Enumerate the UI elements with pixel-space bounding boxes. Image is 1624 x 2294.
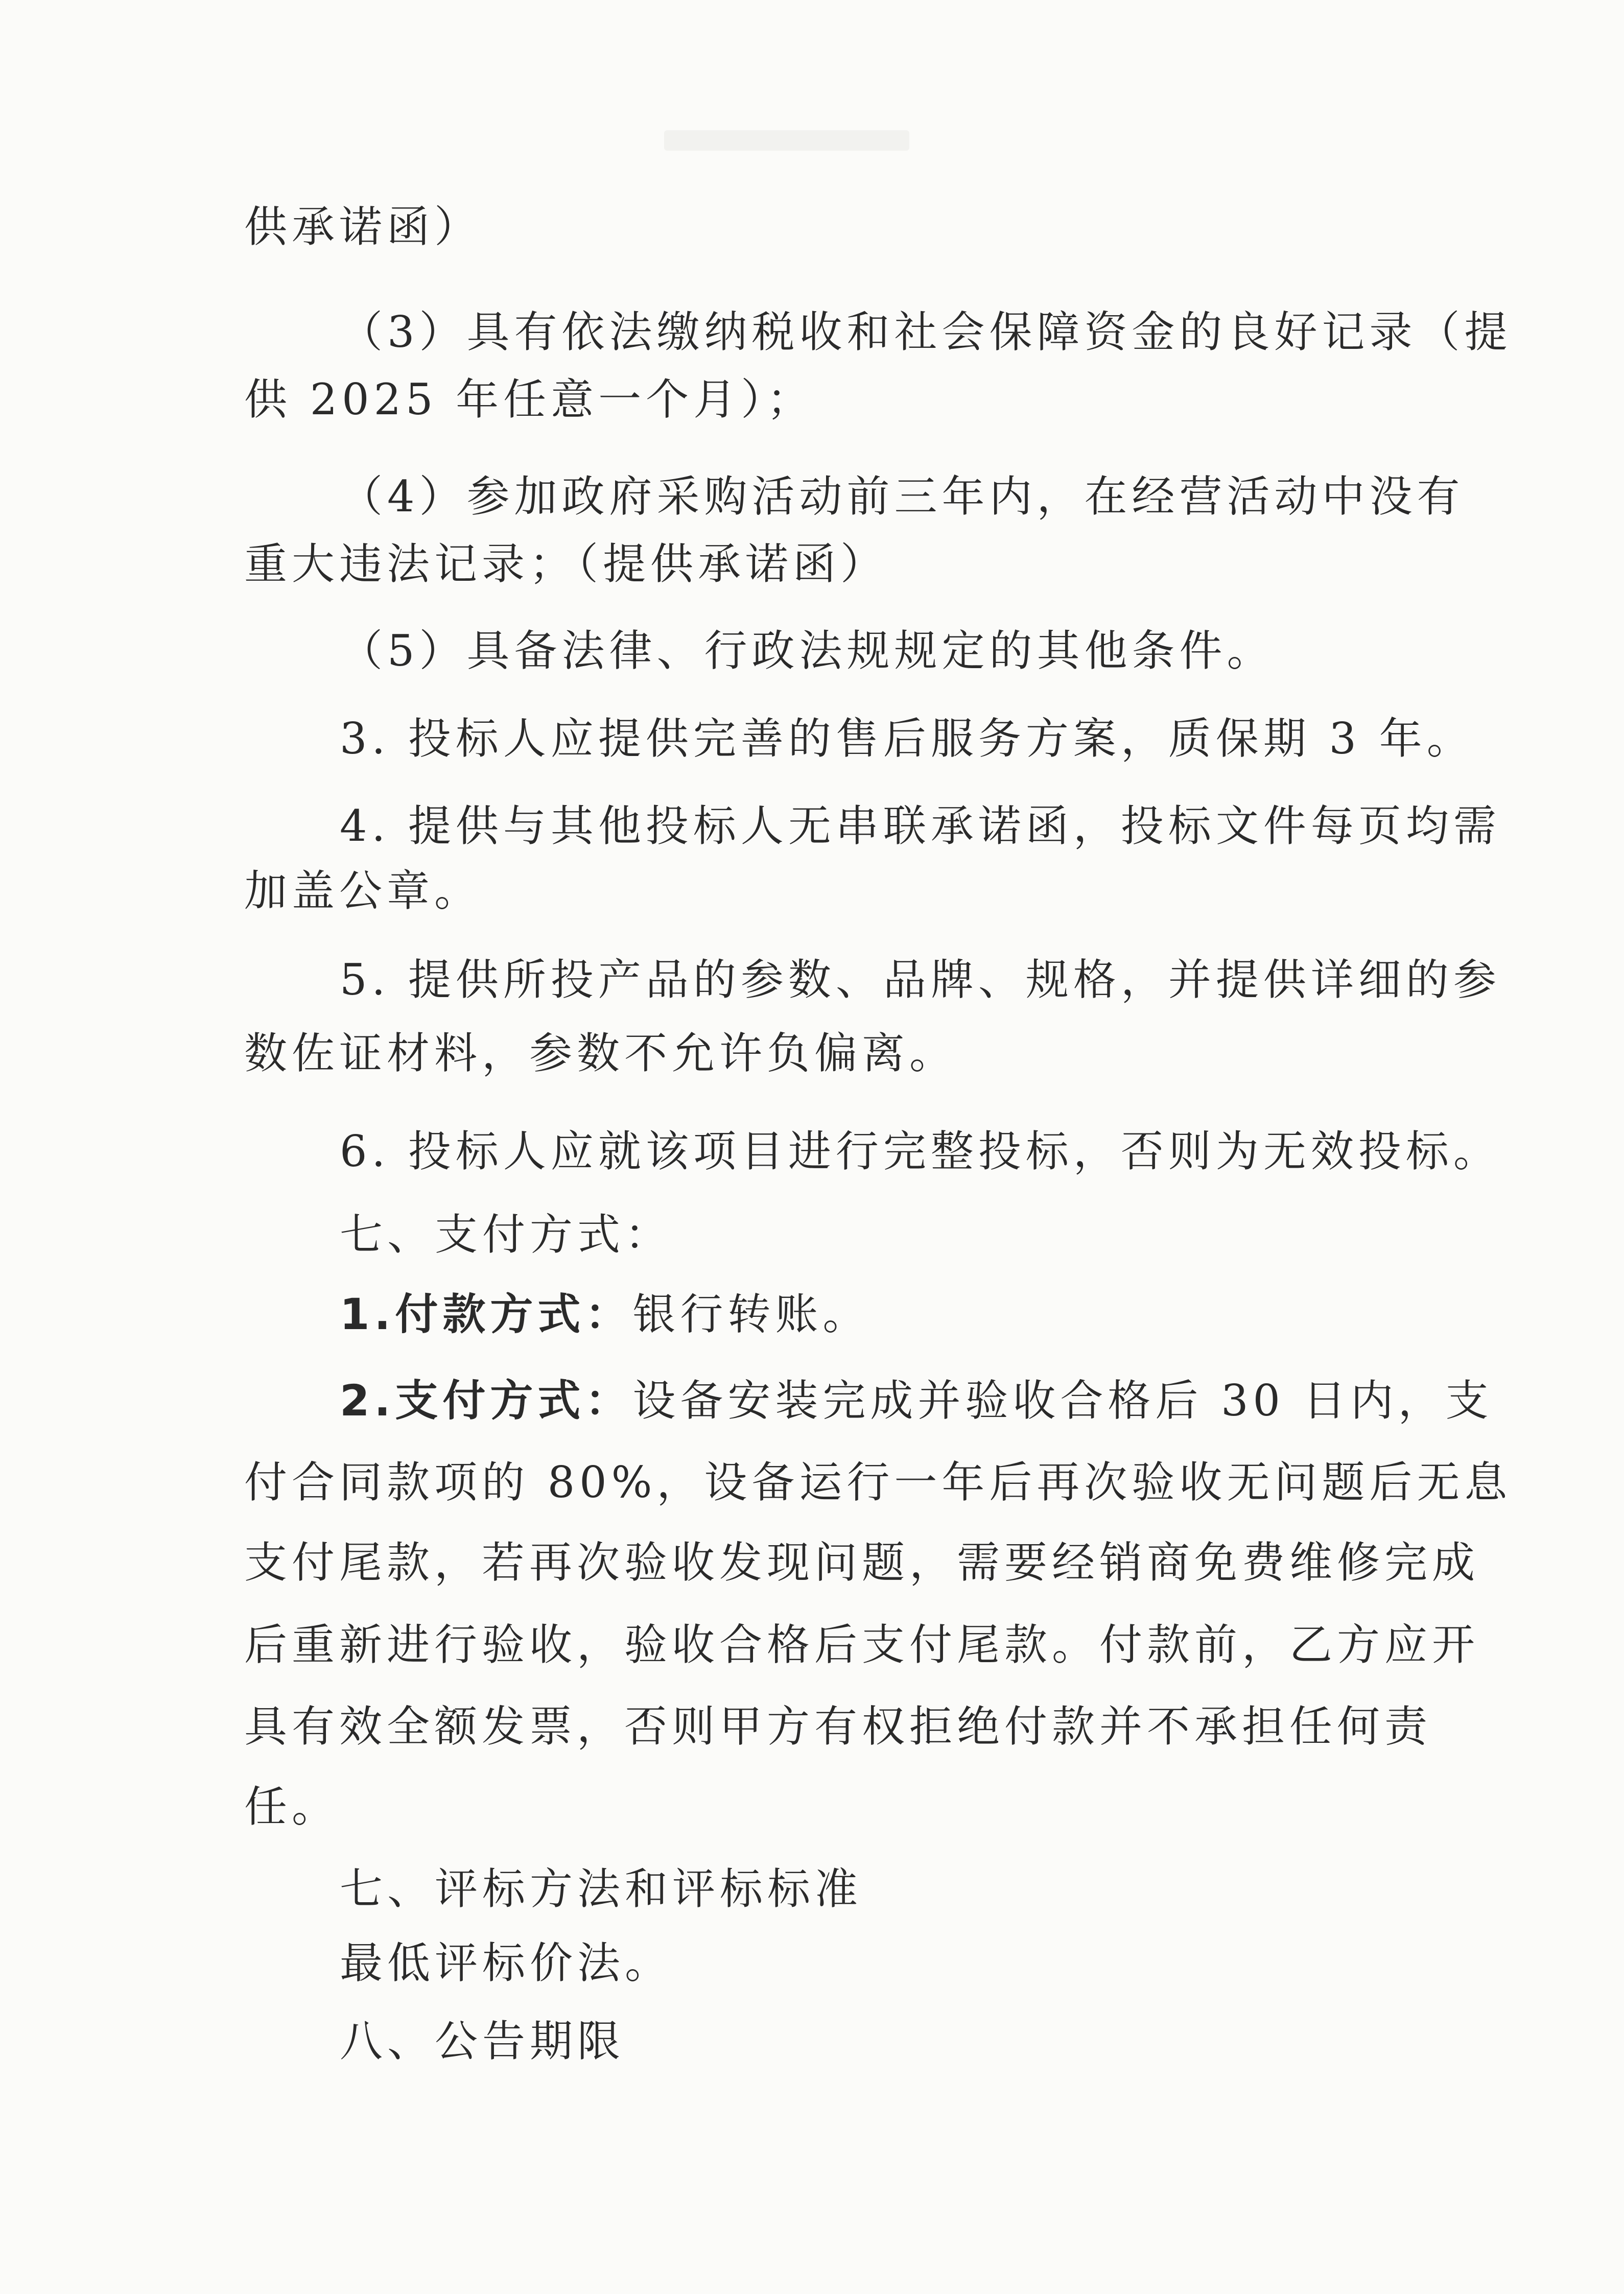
list-number: 2. — [340, 1376, 395, 1426]
payment-method-value: 银行转账。 — [632, 1289, 870, 1339]
bleed-through-artifact — [664, 130, 909, 151]
text-line: （5）具备法律、行政法规规定的其他条件。 — [340, 626, 1275, 676]
text-line: 数佐证材料，参数不允许负偏离。 — [244, 1028, 957, 1078]
text-line: 加盖公章。 — [244, 866, 482, 916]
text-line: 6. 投标人应就该项目进行完整投标，否则为无效投标。 — [340, 1126, 1501, 1176]
section-heading-payment: 七、支付方式： — [340, 1210, 673, 1260]
payment-terms-value: 设备安装完成并验收合格后 30 日内，支 — [632, 1376, 1493, 1426]
text-line: 任。 — [244, 1782, 340, 1832]
section-heading-notice-period: 八、公告期限 — [340, 2016, 625, 2066]
text-line: （4）参加政府采购活动前三年内，在经营活动中没有 — [340, 471, 1465, 522]
text-line: 最低评标价法。 — [340, 1938, 673, 1988]
text-line: 供承诺函） — [244, 202, 482, 252]
payment-terms-line — [340, 1376, 1493, 1426]
text-line: 3. 投标人应提供完善的售后服务方案，质保期 3 年。 — [340, 714, 1474, 764]
section-heading-evaluation: 七、评标方法和评标标准 — [340, 1864, 863, 1914]
text-line: 支付尾款，若再次验收发现问题，需要经销商免费维修完成 — [244, 1538, 1480, 1588]
payment-method-line — [340, 1289, 870, 1339]
text-line: 重大违法记录；（提供承诺函） — [244, 539, 888, 589]
text-line: 4. 提供与其他投标人无串联承诺函，投标文件每页均需 — [340, 801, 1501, 851]
payment-terms-label: 支付方式： — [395, 1376, 633, 1426]
text-line: 付合同款项的 80%，设备运行一年后再次验收无问题后无息 — [244, 1457, 1512, 1507]
text-line: 具有效全额发票，否则甲方有权拒绝付款并不承担任何责 — [244, 1701, 1432, 1752]
text-line: 5. 提供所投产品的参数、品牌、规格，并提供详细的参 — [340, 955, 1501, 1005]
list-number: 1. — [340, 1289, 395, 1339]
text-line: 后重新进行验收，验收合格后支付尾款。付款前，乙方应开 — [244, 1620, 1480, 1670]
text-line: （3）具有依法缴纳税收和社会保障资金的良好记录（提 — [340, 307, 1512, 357]
text-line: 供 2025 年任意一个月）； — [244, 374, 815, 424]
payment-method-label: 付款方式： — [395, 1289, 633, 1339]
